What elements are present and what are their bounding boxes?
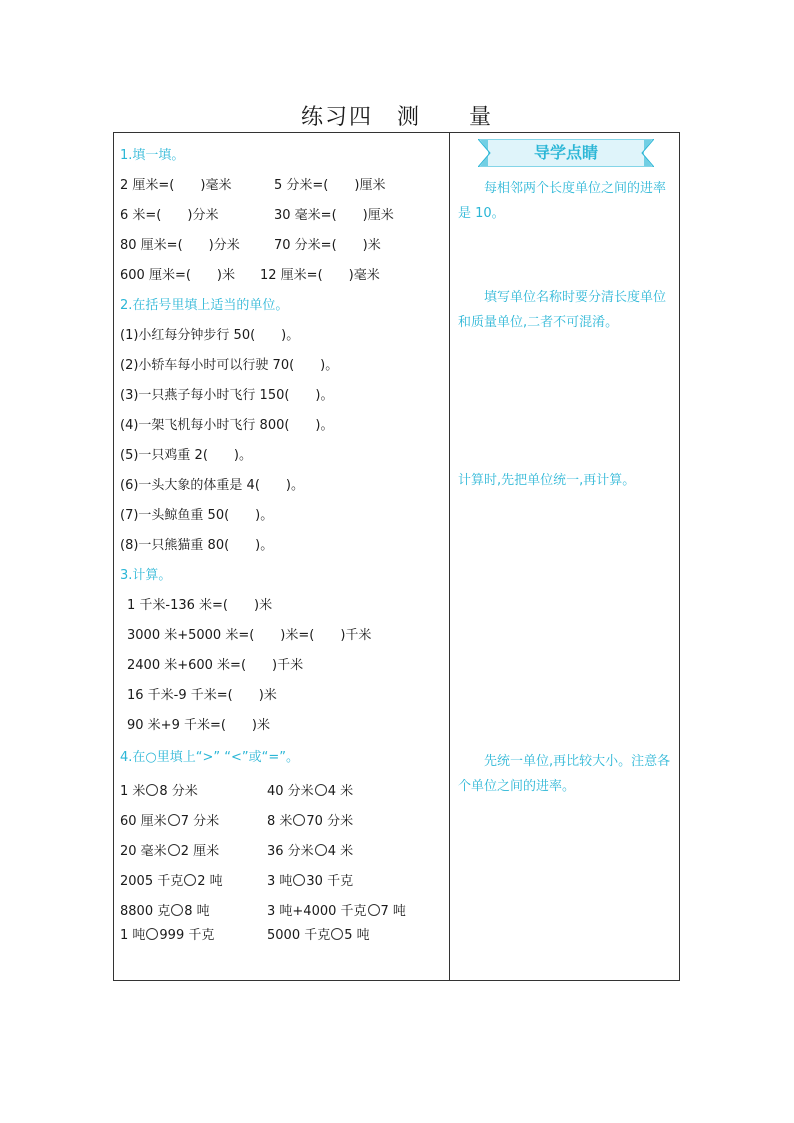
unit-item: (6)一头大象的体重是 4( )。	[120, 478, 304, 493]
answer-circle[interactable]	[168, 814, 180, 826]
fill-item: 5 分米=( )厘米	[274, 178, 386, 193]
guide-tip-length-rate: 每相邻两个长度单位之间的进率是 10。	[458, 181, 667, 221]
calc-item: 2400 米+600 米=( )千米	[127, 658, 304, 673]
answer-circle[interactable]	[293, 874, 305, 886]
compare-left: 36 分米	[267, 844, 314, 859]
guide-tip-unit-names: 填写单位名称时要分清长度单位和质量单位,二者不可混淆。	[458, 290, 667, 330]
guide-tip-calculation: 计算时,先把单位统一,再计算。	[458, 473, 636, 488]
unit-item: (7)一头鲸鱼重 50( )。	[120, 508, 274, 523]
unit-item: (8)一只熊猫重 80( )。	[120, 538, 274, 553]
fill-item: 12 厘米=( )毫米	[260, 268, 380, 283]
compare-item	[267, 780, 353, 799]
unit-item: (3)一只燕子每小时飞行 150( )。	[120, 388, 334, 403]
compare-left: 5000 千克	[267, 928, 331, 943]
answer-circle[interactable]	[146, 928, 158, 940]
compare-item	[120, 924, 214, 943]
unit-item: (4)一架飞机每小时飞行 800( )。	[120, 418, 334, 433]
fill-item: 6 米=( )分米	[120, 208, 219, 223]
unit-item: (5)一只鸡重 2( )。	[120, 448, 252, 463]
compare-left: 3 吨	[267, 874, 293, 889]
compare-left: 8 米	[267, 814, 293, 829]
answer-circle[interactable]	[368, 904, 380, 916]
guide-column	[450, 132, 680, 981]
section-4-heading: 4.在○里填上“>” “<”或“=”。	[120, 750, 299, 765]
compare-left: 3 吨+4000 千克	[267, 904, 367, 919]
compare-left: 1 吨	[120, 928, 146, 943]
compare-item	[120, 870, 223, 889]
answer-circle[interactable]	[315, 844, 327, 856]
section-1-heading: 1.填一填。	[120, 148, 185, 163]
compare-left: 40 分米	[267, 784, 314, 799]
compare-right: 2 厘米	[180, 844, 220, 859]
unit-item: (2)小轿车每小时可以行驶 70( )。	[120, 358, 339, 373]
compare-item	[267, 810, 353, 829]
compare-left: 2005 千克	[120, 874, 184, 889]
compare-right: 8 分米	[159, 784, 198, 799]
compare-left: 20 毫米	[120, 844, 167, 859]
compare-right: 4 米	[327, 844, 354, 859]
calc-item: 1 千米-136 米=( )米	[127, 598, 273, 613]
unit-item: (1)小红每分钟步行 50( )。	[120, 328, 300, 343]
fill-item: 30 毫米=( )厘米	[274, 208, 394, 223]
exercise-column	[113, 132, 449, 981]
compare-item	[120, 840, 219, 859]
answer-circle[interactable]	[171, 904, 183, 916]
compare-item	[120, 900, 210, 919]
answer-circle[interactable]	[293, 814, 305, 826]
compare-right: 70 分米	[306, 814, 354, 829]
answer-circle[interactable]	[184, 874, 196, 886]
compare-right: 7 吨	[380, 904, 406, 919]
compare-item	[267, 924, 370, 943]
page-title: 练习四 测 量	[300, 105, 493, 130]
guide-tip-comparison: 先统一单位,再比较大小。注意各个单位之间的进率。	[458, 754, 671, 794]
compare-right: 30 千克	[306, 874, 354, 889]
compare-right: 4 米	[327, 784, 354, 799]
answer-circle[interactable]	[331, 928, 343, 940]
answer-circle[interactable]	[146, 784, 158, 796]
compare-right: 8 吨	[184, 904, 210, 919]
compare-item	[267, 840, 353, 859]
calc-item: 90 米+9 千米=( )米	[127, 718, 271, 733]
compare-left: 1 米	[120, 784, 146, 799]
compare-item	[120, 780, 198, 799]
section-2-heading: 2.在括号里填上适当的单位。	[120, 298, 289, 313]
guide-banner	[478, 139, 654, 167]
compare-left: 8800 克	[120, 904, 171, 919]
compare-item	[267, 870, 353, 889]
compare-right: 2 吨	[197, 874, 223, 889]
fill-item: 600 厘米=( )米	[120, 268, 235, 283]
compare-right: 999 千克	[159, 928, 215, 943]
section-3-heading: 3.计算。	[120, 568, 172, 583]
compare-item	[120, 810, 219, 829]
guide-heading: 导学点睛	[533, 143, 598, 162]
fill-item: 70 分米=( )米	[274, 238, 381, 253]
compare-right: 5 吨	[344, 928, 370, 943]
fill-item: 2 厘米=( )毫米	[120, 178, 232, 193]
compare-item	[267, 900, 406, 919]
compare-left: 60 厘米	[120, 814, 167, 829]
compare-right: 7 分米	[180, 814, 220, 829]
answer-circle[interactable]	[315, 784, 327, 796]
calc-item: 16 千米-9 千米=( )米	[127, 688, 277, 703]
calc-item: 3000 米+5000 米=( )米=( )千米	[127, 628, 372, 643]
answer-circle[interactable]	[168, 844, 180, 856]
fill-item: 80 厘米=( )分米	[120, 238, 240, 253]
